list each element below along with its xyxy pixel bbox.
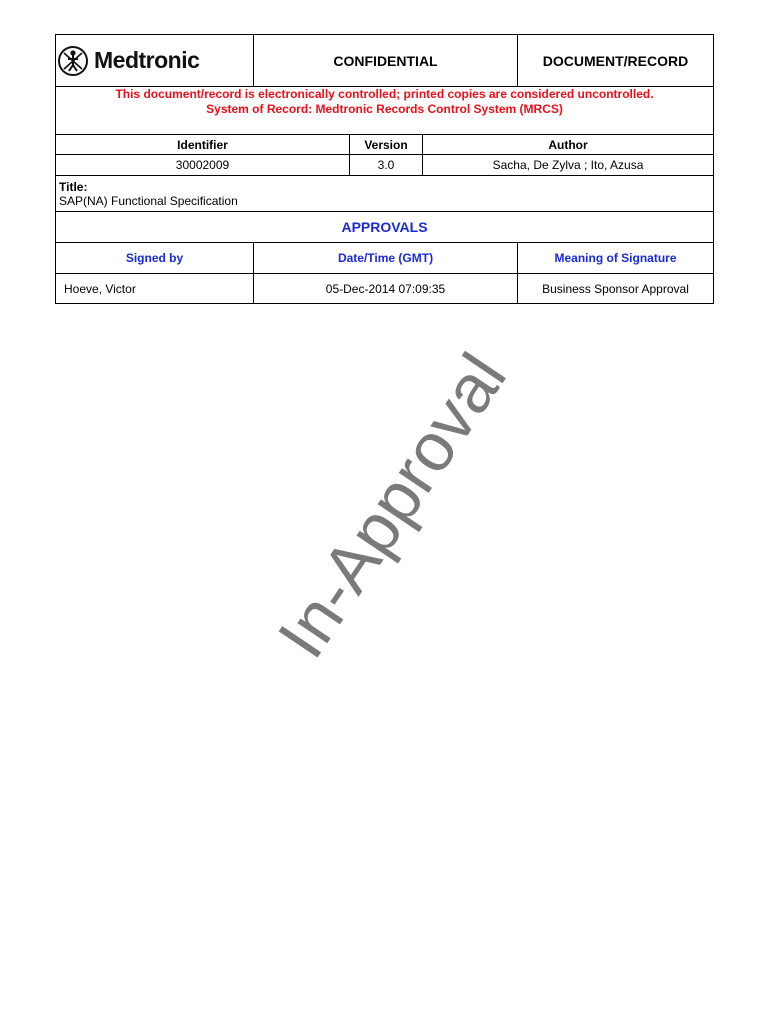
title-row xyxy=(55,176,714,212)
identifier-value: 30002009 xyxy=(175,158,230,172)
header-row xyxy=(55,34,714,87)
table-row xyxy=(55,274,714,304)
signed-by-value: Hoeve, Victor xyxy=(64,281,136,296)
control-notice xyxy=(56,87,713,117)
medtronic-emblem-icon xyxy=(56,44,90,78)
version-value: 3.0 xyxy=(349,155,422,175)
control-notice-row xyxy=(55,87,714,135)
notice-line-1: This document/record is electronically controlled; printed copies are considered uncontrolled. xyxy=(115,87,654,101)
title-cell xyxy=(56,176,713,211)
notice-line-2: System of Record: Medtronic Records Control System (MRCS) xyxy=(206,102,563,116)
approvals-heading-row xyxy=(55,212,714,243)
signed-by-header: Signed by xyxy=(125,251,184,265)
identification-values-row xyxy=(55,155,714,176)
meaning-value: Business Sponsor Approval xyxy=(517,274,713,303)
medtronic-logo xyxy=(56,44,199,78)
confidential-label: CONFIDENTIAL xyxy=(253,35,517,86)
in-approval-watermark: In-Approval xyxy=(263,340,521,672)
logo-wordmark: Medtronic xyxy=(94,47,200,73)
meaning-header: Meaning of Signature xyxy=(517,243,713,273)
version-header: Version xyxy=(349,135,422,154)
title-label: Title: xyxy=(59,179,88,194)
date-time-value: 05-Dec-2014 07:09:35 xyxy=(253,274,517,303)
author-header: Author xyxy=(422,135,713,154)
logo-cell xyxy=(56,35,253,86)
title-value: SAP(NA) Functional Specification xyxy=(59,193,238,208)
identification-header-row xyxy=(55,135,714,155)
date-time-header: Date/Time (GMT) xyxy=(253,243,517,273)
identifier-header: Identifier xyxy=(177,137,228,152)
approvals-heading: APPROVALS xyxy=(341,219,428,235)
document-record-form xyxy=(55,34,714,304)
signature-header-row xyxy=(55,243,714,274)
document-record-label: DOCUMENT/RECORD xyxy=(517,35,713,86)
author-value: Sacha, De Zylva ; Ito, Azusa xyxy=(422,155,713,175)
